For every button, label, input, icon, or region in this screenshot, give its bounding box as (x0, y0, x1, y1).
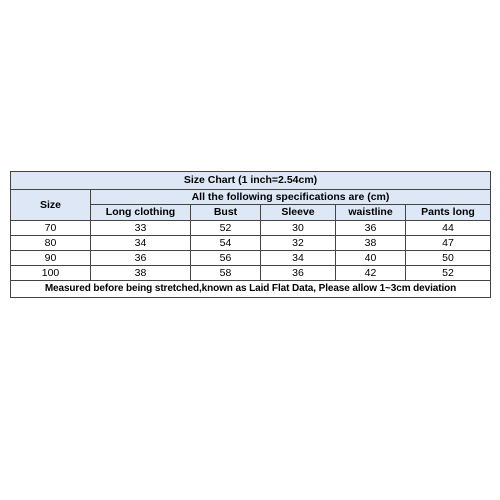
table-row (11, 251, 491, 266)
table-cell: 38 (91, 266, 191, 281)
table-cell: 42 (336, 266, 406, 281)
note-row (11, 281, 491, 298)
table-cell: 36 (336, 221, 406, 236)
table-cell: 47 (406, 236, 491, 251)
table-cell: 50 (406, 251, 491, 266)
table-cell: 38 (336, 236, 406, 251)
table-cell: 36 (91, 251, 191, 266)
size-chart-table (10, 171, 491, 298)
spec-header: All the following specifications are (cm) (91, 190, 491, 205)
table-cell: 32 (261, 236, 336, 251)
col-header-long-clothing: Long clothing (91, 205, 191, 221)
table-cell: 34 (91, 236, 191, 251)
table-cell: 54 (191, 236, 261, 251)
table-cell: 52 (406, 266, 491, 281)
col-header-sleeve: Sleeve (261, 205, 336, 221)
table-cell: 36 (261, 266, 336, 281)
table-cell: 30 (261, 221, 336, 236)
table-cell: 33 (91, 221, 191, 236)
size-cell: 100 (11, 266, 91, 281)
col-header-pants-long: Pants long (406, 205, 491, 221)
table-cell: 56 (191, 251, 261, 266)
table-cell: 52 (191, 221, 261, 236)
table-cell: 40 (336, 251, 406, 266)
size-cell: 90 (11, 251, 91, 266)
size-cell: 70 (11, 221, 91, 236)
table-cell: 44 (406, 221, 491, 236)
table-row (11, 236, 491, 251)
spec-row (11, 190, 491, 205)
col-header-waistline: waistline (336, 205, 406, 221)
measurement-note: Measured before being stretched,known as Laid Flat Data, Please allow 1~3cm deviation (11, 281, 491, 298)
table-row (11, 221, 491, 236)
table-row (11, 266, 491, 281)
table-cell: 34 (261, 251, 336, 266)
chart-title: Size Chart (1 inch=2.54cm) (11, 172, 491, 190)
table-cell: 58 (191, 266, 261, 281)
size-cell: 80 (11, 236, 91, 251)
title-row (11, 172, 491, 190)
col-header-bust: Bust (191, 205, 261, 221)
size-header: Size (11, 190, 91, 221)
